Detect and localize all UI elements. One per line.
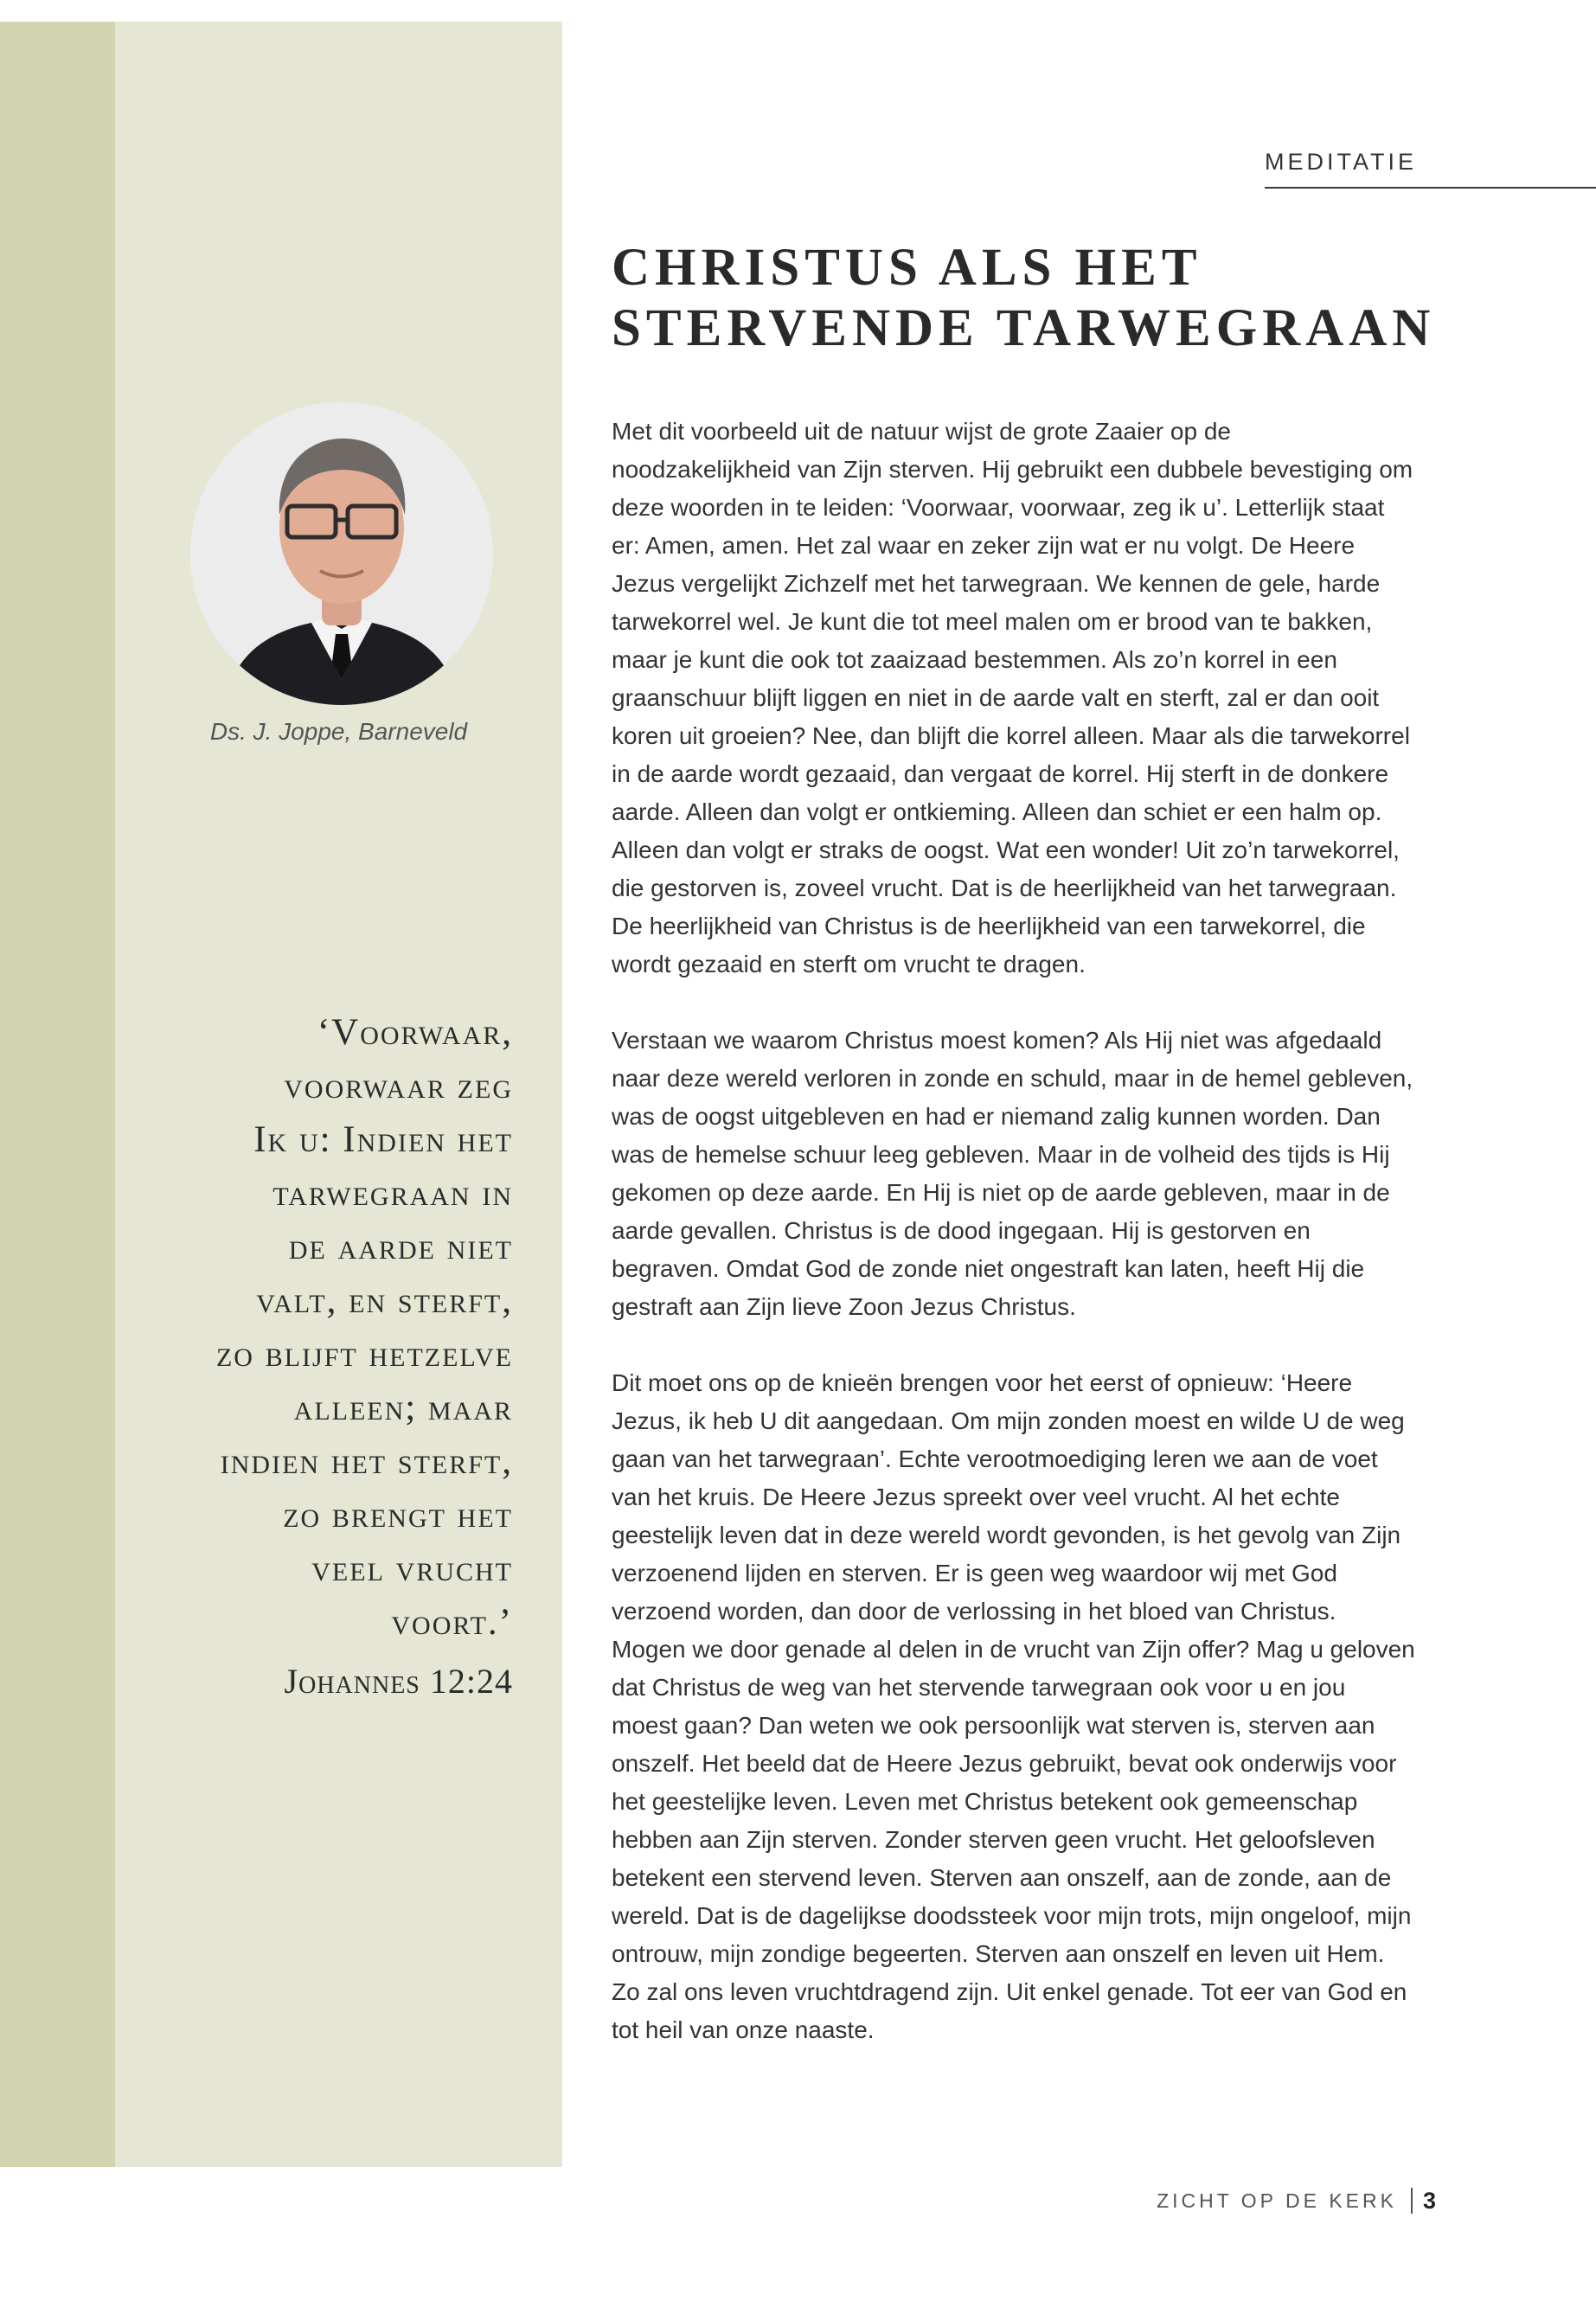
quote-line: ‘Voorwaar, [317, 1012, 513, 1053]
section-rule [1265, 187, 1596, 189]
section-label: MEDITATIE [1265, 149, 1417, 175]
title-line-1: CHRISTUS ALS HET [612, 239, 1202, 297]
publication-name: ZICHT OP DE KERK [1157, 2189, 1397, 2212]
quote-line: zo blijft hetzelve [215, 1334, 513, 1375]
quote-line: tarwegraan in [272, 1173, 513, 1214]
quote-line: Ik u: Indien het [253, 1119, 513, 1160]
author-caption: Ds. J. Joppe, Barneveld [209, 718, 468, 745]
body-paragraph: Verstaan we waarom Christus moest komen? Als Hij niet was afgedaald naar deze wereld verloren in zonde en schuld, maar in de hemel gebleven, was de oogst uitgebleven en had er niemand zalig kunnen worden. Dan was de hemelse schuur leeg gebleven. Maar in de volheid des tijds is Hij gekomen op deze aarde. En Hij is niet op de aarde gebleven, maar in de aarde gevallen. Christus is de dood ingegaan. Hij is gestorven en begraven. Omdat God de zonde niet ongestraft kan laten, heeft Hij die gestraft aan Zijn lieve Zoon Jezus Christus. [612, 1027, 1413, 1320]
quote-line: valt, en sterft, [256, 1280, 513, 1321]
article-body [612, 413, 1416, 2087]
quote-reference: Johannes 12:24 [284, 1662, 513, 1701]
article-title [612, 238, 1563, 359]
footer-divider [1411, 2188, 1413, 2214]
page-number: 3 [1422, 2187, 1436, 2214]
quote-line: alleen; maar [293, 1388, 513, 1428]
body-paragraph: Met dit voorbeeld uit de natuur wijst de grote Zaaier op de noodzakelijkheid van Zijn sterven. Hij gebruikt een dubbele bevestiging om deze woorden in te leiden: ‘Voorwaar, voorwaar, zeg ik u’. Letterlijk staat er: Amen, amen. Het zal waar en zeker zijn wat er nu volgt. De Heere Jezus vergelijkt Zichzelf met het tarwegraan. We kennen de gele, harde tarwekorrel wel. Je kunt die tot meel malen om er brood van te bakken, maar je kunt die ook tot zaaizaad bestemmen. Als zo’n korrel in een graanschuur blijft liggen en niet in de aarde valt en sterft, zal er dan ooit koren uit groeien? Nee, dan blijft die korrel alleen. Maar als die tarwekorrel in de aarde wordt gezaaid, dan vergaat de korrel. Hij sterft in de donkere aarde. Alleen dan volgt er ontkieming. Alleen dan schiet er een halm op. Alleen dan volgt er straks de oogst. Wat een wonder! Uit zo’n tarwekorrel, die gestorven is, zoveel vrucht. Dat is de heerlijkheid van het tarwegraan. De heerlijkheid van Christus is de heerlijkheid van een tarwekorrel, die wordt gezaaid en sterft om vrucht te dragen. [612, 418, 1413, 977]
body-paragraph: Dit moet ons op de knieën brengen voor het eerst of opnieuw: ‘Heere Jezus, ik heb U dit aangedaan. Om mijn zonden moest en wilde U de weg gaan van het tarwegraan’. Echte verootmoediging leren we aan de voet van het kruis. De Heere Jezus spreekt over veel vrucht. Al het echte geestelijk leven dat in deze wereld wordt gevonden, is het gevolg van Zijn verzoenend lijden en sterven. Er is geen weg waardoor wij met God verzoend worden, dan door de verlossing in het bloed van Christus. Mogen we door genade al delen in de vrucht van Zijn offer? Mag u geloven dat Christus de weg van het stervende tarwegraan ook voor u en jou moest gaan? Dan weten we ook persoonlijk wat sterven is, sterven aan onszelf. Het beeld dat de Heere Jezus gebruikt, bevat ook onderwijs voor het geestelijke leven. Leven met Christus betekent ook gemeenschap hebben aan Zijn sterven. Zonder sterven geen vrucht. Het geloofsleven betekent een stervend leven. Sterven aan onszelf, aan de zonde, aan de wereld. Dat is de dagelijkse doodssteek voor mijn trots, mijn ongeloof, mijn ontrouw, mijn zondige begeerten. Sterven aan onszelf en leven uit Hem. Zo zal ons leven vruchtdragend zijn. Uit enkel genade. Tot eer van God en tot heil van onze naaste. [612, 1369, 1415, 2043]
author-portrait [190, 402, 493, 705]
quote-line: zo brengt het [283, 1495, 513, 1535]
sidebar-accent-band [0, 22, 115, 2167]
quote-line: veel vrucht [311, 1548, 513, 1589]
pull-quote [130, 1006, 513, 1650]
page-footer [1157, 2186, 1436, 2215]
quote-line: voort.’ [391, 1602, 513, 1643]
quote-line: indien het sterft, [220, 1441, 513, 1482]
portrait-illustration [190, 402, 493, 705]
quote-line: de aarde niet [288, 1227, 513, 1267]
quote-line: voorwaar zeg [284, 1066, 513, 1106]
title-line-2: STERVENDE TARWEGRAAN [612, 299, 1436, 357]
